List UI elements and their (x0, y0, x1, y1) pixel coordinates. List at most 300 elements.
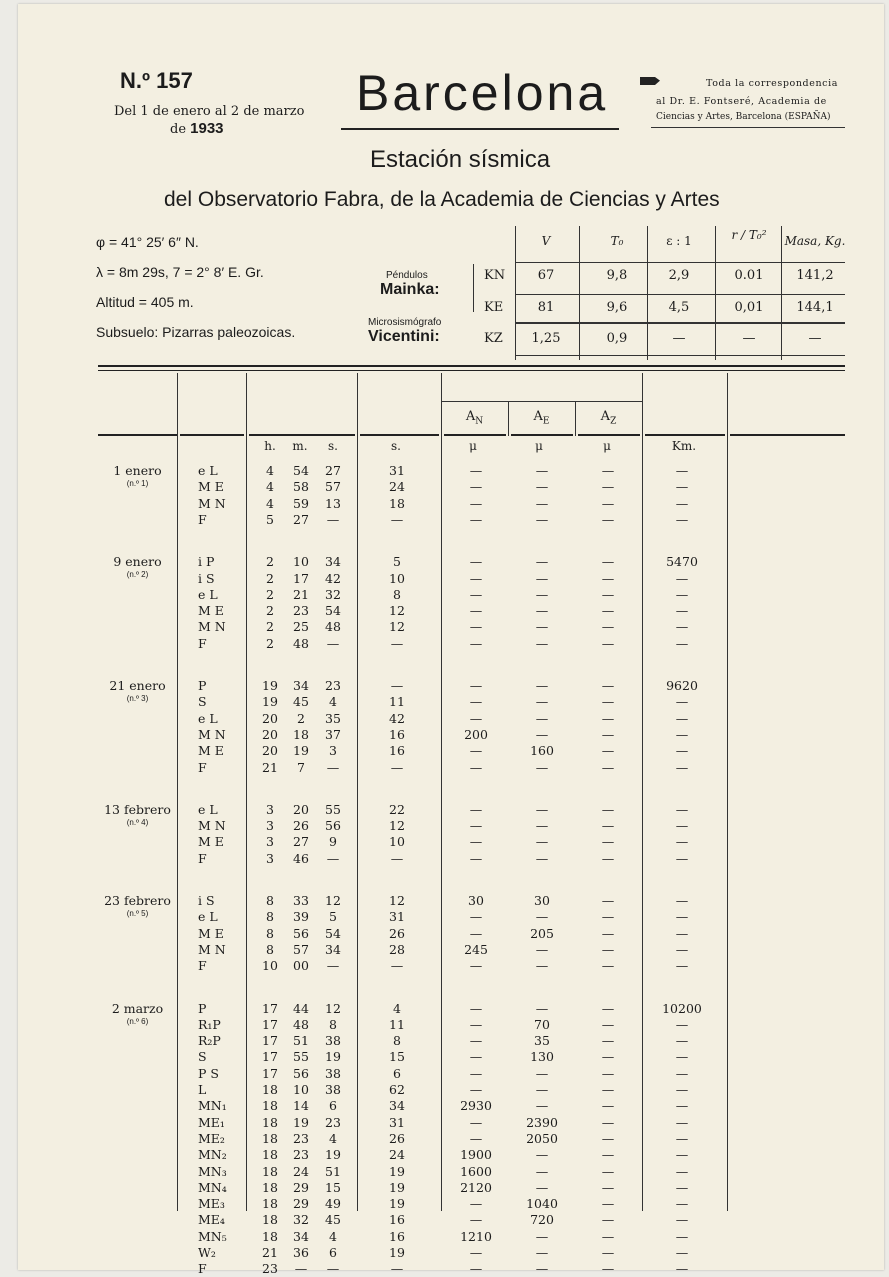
phase-code: M E (198, 479, 224, 495)
event-number: (n.º 2) (126, 570, 149, 580)
table-cell: 58 (293, 479, 309, 495)
table-cell: — (326, 958, 340, 974)
table-cell: 44 (293, 1000, 309, 1016)
table-cell: 21 (262, 759, 278, 775)
table-cell: 19 (389, 1163, 405, 1179)
table-cell: — (535, 710, 549, 726)
phase-code: R₂P (198, 1033, 221, 1049)
table-cell: 23 (293, 1130, 309, 1146)
table-cell: — (675, 603, 689, 619)
event-date: 2 marzo (111, 1000, 164, 1016)
table-cell: 19 (389, 1196, 405, 1212)
table-cell: 4 (329, 694, 337, 710)
header-underline (98, 434, 177, 436)
table-cell: — (601, 850, 615, 866)
table-cell: — (535, 759, 549, 775)
table-cell: 23 (262, 1261, 278, 1277)
table-cell: 1600 (460, 1163, 492, 1179)
table-cell: — (535, 850, 549, 866)
table-cell: — (601, 1065, 615, 1081)
table-cell: — (469, 743, 483, 759)
event-number: (n.º 3) (126, 694, 149, 703)
table-cell: 7 (297, 759, 305, 775)
phase-code: M N (198, 619, 226, 635)
table-cell: — (390, 958, 404, 974)
date-range-line2 (170, 120, 224, 137)
table-cell: 18 (262, 1212, 278, 1228)
header-underline (578, 434, 640, 436)
unit-h: h. (264, 439, 276, 453)
unit-per: s. (391, 439, 401, 453)
phase-code: MN₁ (198, 1098, 227, 1114)
table-cell: 18 (262, 1228, 278, 1244)
table-cell: — (326, 850, 340, 866)
table-cell: 8 (329, 1016, 337, 1032)
table-cell: — (601, 909, 615, 925)
correspondence-line2: al Dr. E. Fontseré, Academia de (656, 96, 827, 107)
phase-code: M N (198, 941, 226, 957)
table-cell: — (675, 909, 689, 925)
table-cell: — (469, 834, 483, 850)
table-cell: 11 (389, 1016, 405, 1032)
table-cell: 2 (297, 710, 305, 726)
table-cell: 30 (534, 893, 550, 908)
amplitude-e-letter: A (533, 409, 543, 424)
phase-code: F (198, 850, 207, 866)
correspondence-rule (651, 127, 845, 128)
table-cell: — (535, 726, 549, 742)
phase-code: L (198, 1082, 207, 1097)
table-cell: — (469, 801, 483, 817)
table-cell: — (675, 1130, 689, 1146)
table-cell: — (675, 511, 689, 527)
table-cell: 37 (325, 726, 341, 742)
table-cell: — (469, 635, 483, 651)
instrument-value: 0,9 (606, 331, 628, 346)
table-cell: — (601, 759, 615, 775)
table-cell: — (390, 850, 404, 866)
table-cell: 23 (293, 603, 309, 619)
table-cell: 18 (262, 1163, 278, 1179)
instrument-value: 141,2 (796, 268, 834, 283)
instrument-value: 1,25 (531, 331, 561, 346)
table-cell: 10 (293, 1082, 309, 1097)
table-cell: 10200 (662, 1000, 702, 1016)
table-cell: — (535, 834, 549, 850)
table-cell: — (601, 818, 615, 834)
table-cell: — (390, 511, 404, 527)
table-cell: — (675, 759, 689, 775)
table-cell: 19 (293, 1114, 309, 1130)
table-cell: — (675, 1261, 689, 1277)
table-cell: — (469, 1114, 483, 1130)
table-cell: 19 (262, 678, 278, 693)
table-cell: — (535, 818, 549, 834)
table-cell: — (535, 1147, 549, 1163)
header-amplitude-z (575, 409, 642, 427)
table-cell: 11 (389, 694, 405, 710)
table-cell: — (535, 603, 549, 619)
table-cell: 19 (262, 694, 278, 710)
table-cell: — (469, 1130, 483, 1146)
event-number: (n.º 4) (126, 817, 149, 827)
table-cell: 36 (293, 1245, 309, 1260)
table-cell: — (675, 1082, 689, 1097)
table-cell: — (535, 1098, 549, 1114)
table-cell: 19 (325, 1147, 341, 1163)
unit-an: μ (469, 439, 477, 453)
phase-code: e L (198, 801, 218, 817)
event-number: (n.º 1) (126, 479, 149, 488)
table-cell: 55 (325, 801, 341, 817)
table-cell: 12 (389, 818, 405, 834)
table-cell: — (601, 570, 615, 586)
table-cell: — (469, 1033, 483, 1049)
instrument-header-rule (515, 262, 845, 263)
table-cell: — (469, 570, 483, 586)
table-cell: — (675, 818, 689, 834)
header-underline (645, 434, 725, 436)
amplitude-n-letter: A (465, 409, 476, 424)
phase-code: MN₄ (198, 1179, 227, 1195)
table-cell: 12 (389, 603, 405, 619)
table-cell: — (535, 1245, 549, 1260)
table-cell: — (675, 726, 689, 742)
table-cell: 130 (530, 1049, 554, 1065)
table-cell: — (535, 511, 549, 527)
table-cell: 12 (389, 619, 405, 635)
table-cell: — (469, 463, 483, 478)
table-cell: — (390, 678, 404, 693)
table-cell: 32 (293, 1212, 309, 1228)
vicentini-label: Vicentini: (368, 328, 440, 345)
table-cell: 56 (293, 1065, 309, 1081)
bulletin-number: N.º 157 (120, 68, 193, 93)
table-cell: 16 (389, 1212, 405, 1228)
table-cell: 4 (266, 463, 274, 478)
table-cell: — (675, 635, 689, 651)
phase-code: F (198, 511, 207, 527)
table-cell: — (601, 603, 615, 619)
table-cell: 38 (325, 1033, 341, 1049)
table-cell: 70 (534, 1016, 550, 1032)
table-cell: 10 (389, 570, 405, 586)
table-cell: — (326, 635, 340, 651)
table-cell: — (675, 1049, 689, 1065)
phase-code: F (198, 635, 207, 651)
phase-code: S (198, 694, 207, 710)
table-cell: 5 (329, 909, 337, 925)
table-cell: — (535, 678, 549, 693)
table-cell: — (294, 1261, 308, 1277)
table-cell: — (469, 958, 483, 974)
table-cell: — (469, 603, 483, 619)
table-cell: 27 (293, 834, 309, 850)
table-cell: 29 (293, 1179, 309, 1195)
table-cell: 33 (293, 893, 309, 908)
table-cell: — (601, 1114, 615, 1130)
header-amplitude-n (441, 409, 508, 427)
table-cell: — (675, 570, 689, 586)
table-cell: — (675, 941, 689, 957)
table-cell: — (675, 925, 689, 941)
header-underline (444, 434, 506, 436)
table-cell: — (469, 678, 483, 693)
table-cell: — (469, 694, 483, 710)
table-cell: — (469, 479, 483, 495)
correspondence-line3: Ciencias y Artes, Barcelona (ESPAÑA) (656, 112, 831, 122)
table-cell: — (675, 1196, 689, 1212)
phase-code: F (198, 958, 207, 974)
phase-code: ME₂ (198, 1130, 225, 1146)
table-cell: 27 (293, 511, 309, 527)
table-cell: — (469, 619, 483, 635)
phase-code: e L (198, 586, 218, 602)
table-cell: — (535, 479, 549, 495)
table-cell: 46 (293, 850, 309, 866)
instrument-value: — (672, 331, 686, 346)
instrument-value: 4,5 (668, 300, 690, 315)
phase-code: e L (198, 710, 218, 726)
table-cell: — (601, 1016, 615, 1032)
instrument-header-2: ε : 1 (666, 234, 692, 248)
table-cell: — (535, 570, 549, 586)
instrument-component: KZ (484, 331, 503, 346)
table-cell: 3 (266, 818, 274, 834)
table-cell: 3 (266, 850, 274, 866)
table-cell: — (601, 941, 615, 957)
table-cell: 26 (389, 1130, 405, 1146)
table-cell: 30 (468, 893, 484, 908)
table-cell: 4 (393, 1000, 401, 1016)
table-cell: — (535, 694, 549, 710)
table-cell: 49 (325, 1196, 341, 1212)
instrument-header-4: Masa, Kg. (784, 234, 846, 248)
table-cell: — (675, 1212, 689, 1228)
table-cell: 8 (266, 925, 274, 941)
table-cell: 26 (293, 818, 309, 834)
unit-s: s. (328, 439, 338, 453)
table-cell: 29 (293, 1196, 309, 1212)
table-cell: 5 (266, 511, 274, 527)
page-title: Barcelona (356, 65, 609, 121)
table-cell: — (601, 495, 615, 511)
table-cell: 34 (325, 941, 341, 957)
phase-code: P (198, 678, 207, 693)
table-cell: — (535, 1228, 549, 1244)
table-cell: 8 (266, 893, 274, 908)
table-cell: 18 (262, 1082, 278, 1097)
table-cell: — (601, 1212, 615, 1228)
phase-code: P S (198, 1065, 219, 1081)
pointing-hand-icon (640, 77, 660, 85)
table-cell: 1040 (526, 1196, 558, 1212)
table-cell: 56 (293, 925, 309, 941)
table-cell: 3 (329, 743, 337, 759)
table-cell: — (601, 1000, 615, 1016)
amplitud-rule (441, 401, 642, 402)
table-cell: 16 (389, 743, 405, 759)
table-cell: — (601, 1245, 615, 1260)
table-cell: 27 (325, 463, 341, 478)
table-cell: 8 (266, 909, 274, 925)
instrument-row-rule (515, 294, 845, 295)
instrument-value: 0,01 (734, 300, 764, 315)
table-cell: — (469, 1261, 483, 1277)
table-cell: 4 (266, 495, 274, 511)
table-cell: 2930 (460, 1098, 492, 1114)
table-cell: — (675, 1098, 689, 1114)
table-cell: — (601, 710, 615, 726)
event-date: 23 febrero (104, 893, 171, 908)
altitude: Altitud = 405 m. (96, 294, 194, 310)
table-cell: 16 (389, 726, 405, 742)
date-range-line1: Del 1 de enero al 2 de marzo (114, 104, 305, 119)
table-cell: — (675, 1033, 689, 1049)
event-date: 9 enero (113, 554, 162, 570)
table-col-rule (441, 373, 442, 1211)
table-cell: 24 (389, 479, 405, 495)
table-cell: — (675, 479, 689, 495)
table-cell: — (601, 1082, 615, 1097)
table-cell: — (601, 1130, 615, 1146)
table-cell: 57 (293, 941, 309, 957)
table-cell: 34 (389, 1098, 405, 1114)
table-top-rule-2 (98, 370, 845, 371)
table-cell: — (469, 1082, 483, 1097)
table-cell: 18 (262, 1179, 278, 1195)
phase-code: W₂ (198, 1245, 216, 1260)
table-cell: — (535, 619, 549, 635)
table-cell: — (601, 1098, 615, 1114)
table-cell: 10 (293, 554, 309, 570)
table-cell: 35 (325, 710, 341, 726)
table-cell: — (535, 1179, 549, 1195)
table-cell: 6 (329, 1245, 337, 1260)
table-cell: 48 (293, 635, 309, 651)
table-cell: — (535, 1000, 549, 1016)
table-cell: 28 (389, 941, 405, 957)
phase-code: ME₃ (198, 1196, 225, 1212)
table-cell: — (675, 1179, 689, 1195)
table-cell: — (535, 1082, 549, 1097)
table-cell: — (601, 635, 615, 651)
amplitude-z-subscript: Z (610, 416, 617, 427)
table-cell: 18 (262, 1114, 278, 1130)
table-cell: — (601, 554, 615, 570)
instrument-value: — (808, 331, 822, 346)
table-cell: 21 (293, 586, 309, 602)
table-cell: — (469, 1065, 483, 1081)
table-cell: — (469, 850, 483, 866)
table-cell: 12 (389, 893, 405, 908)
phase-code: F (198, 1261, 207, 1277)
table-cell: 12 (325, 893, 341, 908)
instrument-bottom-rule (515, 355, 845, 356)
table-cell: 2050 (526, 1130, 558, 1146)
table-cell: — (535, 941, 549, 957)
phase-code: M E (198, 925, 224, 941)
table-cell: — (535, 1163, 549, 1179)
table-cell: 42 (389, 710, 405, 726)
instrument-component: KN (484, 268, 506, 283)
event-date: 21 enero (109, 678, 166, 693)
table-cell: — (675, 834, 689, 850)
table-cell: 35 (534, 1033, 550, 1049)
table-cell: 24 (293, 1163, 309, 1179)
table-cell: 20 (262, 710, 278, 726)
table-cell: 14 (293, 1098, 309, 1114)
table-cell: — (601, 726, 615, 742)
table-cell: — (675, 495, 689, 511)
table-cell: 42 (325, 570, 341, 586)
table-cell: 17 (262, 1016, 278, 1032)
title-underline (341, 128, 619, 130)
table-cell: 6 (393, 1065, 401, 1081)
table-cell: — (601, 1163, 615, 1179)
table-cell: 10 (389, 834, 405, 850)
instrument-row-rule (515, 322, 845, 324)
table-cell: — (601, 586, 615, 602)
table-cell: — (326, 511, 340, 527)
table-cell: 17 (262, 1000, 278, 1016)
phase-code: e L (198, 909, 218, 925)
table-cell: — (675, 893, 689, 908)
table-cell: — (326, 1261, 340, 1277)
table-cell: 48 (293, 1016, 309, 1032)
microsismografo-label: Microsismógrafo (368, 317, 442, 328)
subsoil: Subsuelo: Pizarras paleozoicas. (96, 324, 296, 340)
table-cell: 17 (262, 1049, 278, 1065)
event-number: (n.º 6) (126, 1016, 149, 1026)
phase-code: ME₁ (198, 1114, 225, 1130)
table-cell: — (469, 710, 483, 726)
table-cell: — (535, 909, 549, 925)
table-cell: 10 (262, 958, 278, 974)
table-cell: 56 (325, 818, 341, 834)
table-cell: — (469, 495, 483, 511)
table-cell: 19 (389, 1245, 405, 1260)
table-cell: — (601, 893, 615, 908)
table-cell: — (326, 759, 340, 775)
table-cell: — (535, 1065, 549, 1081)
table-cell: 00 (293, 958, 309, 974)
table-cell: 5470 (666, 554, 698, 570)
header-underline (180, 434, 244, 436)
table-cell: 205 (530, 925, 554, 941)
table-cell: 31 (389, 463, 405, 478)
table-cell: 19 (293, 743, 309, 759)
table-cell: — (469, 1000, 483, 1016)
table-cell: 17 (262, 1065, 278, 1081)
bulletin-page (18, 4, 884, 1277)
unit-m: m. (292, 439, 308, 453)
table-cell: 8 (393, 1033, 401, 1049)
table-cell: 200 (464, 726, 488, 742)
table-cell: — (601, 743, 615, 759)
instrument-value: 81 (537, 300, 555, 315)
phase-code: e L (198, 463, 218, 478)
table-cell: 62 (389, 1082, 405, 1097)
table-cell: 19 (325, 1049, 341, 1065)
table-cell: 18 (293, 726, 309, 742)
mainka-label: Mainka: (380, 281, 440, 298)
table-cell: 23 (325, 1114, 341, 1130)
table-cell: — (601, 801, 615, 817)
table-cell: 15 (325, 1179, 341, 1195)
table-cell: 17 (262, 1033, 278, 1049)
table-cell: — (601, 834, 615, 850)
